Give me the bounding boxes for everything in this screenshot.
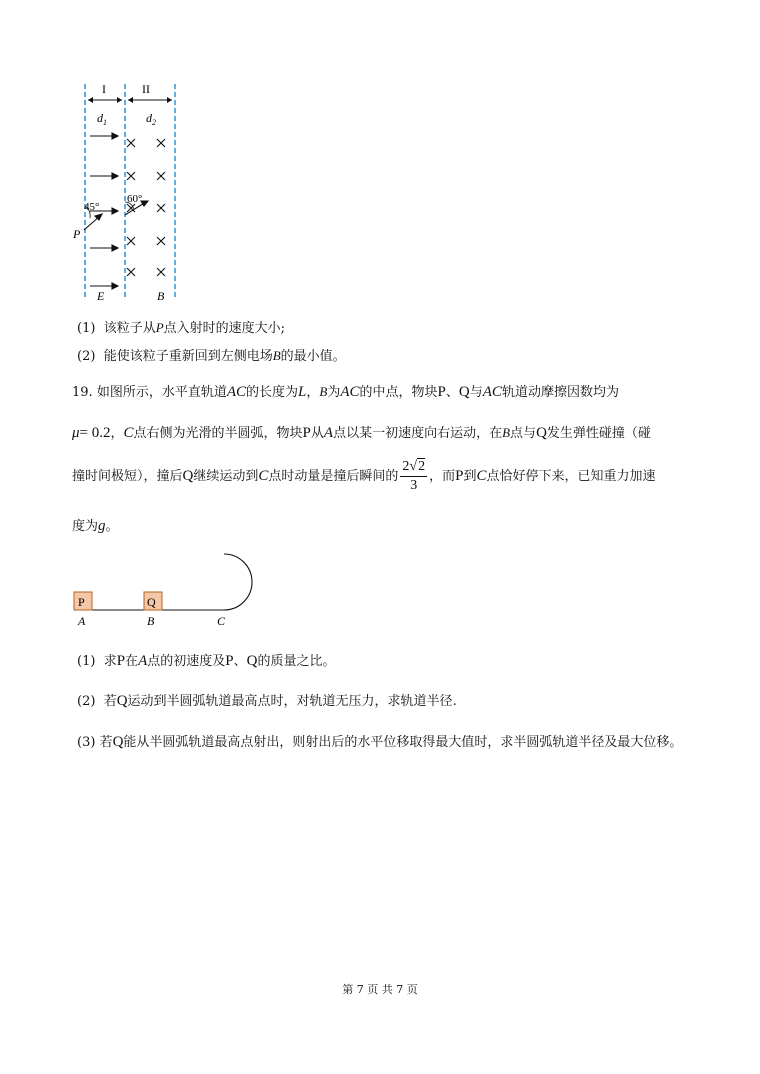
block-q-label: Q [147, 595, 156, 609]
q19-line-2: μ= 0.2，C点右侧为光滑的半圆弧，物块P从A点以某一初速度向右运动，在B点与Q发生弹性碰撞（碰 [72, 425, 651, 441]
q19-line-4: 度为g。 [72, 518, 119, 534]
q19-line-1: 19. 如图所示，水平直轨道AC的长度为L，B为AC的中点，物块P、Q与AC轨道动摩擦因数均为 [72, 384, 619, 400]
q19-part-3: (3) 若Q能从半圆弧轨道最高点射出，则射出后的水平位移取得最大值时，求半圆弧轨道半径及最大位移。 [77, 734, 683, 750]
track-diagram [66, 548, 266, 630]
point-label-b: B [147, 614, 155, 628]
point-label-p: P [73, 227, 81, 241]
q18-part-1: (1) 该粒子从P点入射时的速度大小; [77, 320, 286, 336]
angle-label-45: 45° [84, 201, 100, 213]
semicircle-track [224, 554, 252, 610]
width-label-d1: $d_1$ [97, 111, 107, 127]
region-label-1: I [102, 82, 106, 96]
region-label-2: II [142, 82, 150, 96]
page-footer [0, 981, 760, 997]
page-number: 第 7 页 共 7 页 [342, 983, 418, 996]
q19-part-1: (1) 求P在A点的初速度及P、Q的质量之比。 [77, 653, 336, 669]
field-label-b: B [157, 289, 165, 303]
field-label-e: E [97, 289, 105, 303]
q19-part-2: (2) 若Q运动到半圆弧轨道最高点时，对轨道无压力，求轨道半径. [77, 693, 457, 709]
q19-line-3: 撞时间极短），撞后Q继续运动到C点时动量是撞后瞬间的 $\frac{2√2}{3}$ ，而P到C点恰好停下来，已知重力加速 [72, 459, 656, 493]
width-label-d2: $d_2$ [146, 111, 156, 127]
q18-part-2: (2) 能使该粒子重新回到左侧电场B的最小值。 [77, 348, 346, 364]
point-label-c: C [217, 614, 226, 628]
field-diagram [60, 78, 200, 306]
angle-label-60: 60° [127, 193, 143, 205]
magnetic-field-crosses [127, 139, 165, 276]
block-p-label: P [78, 595, 85, 609]
fraction-two-root-two-over-three: $\frac{2√2}{3}$ [402, 459, 426, 493]
point-label-a: A [78, 614, 86, 628]
